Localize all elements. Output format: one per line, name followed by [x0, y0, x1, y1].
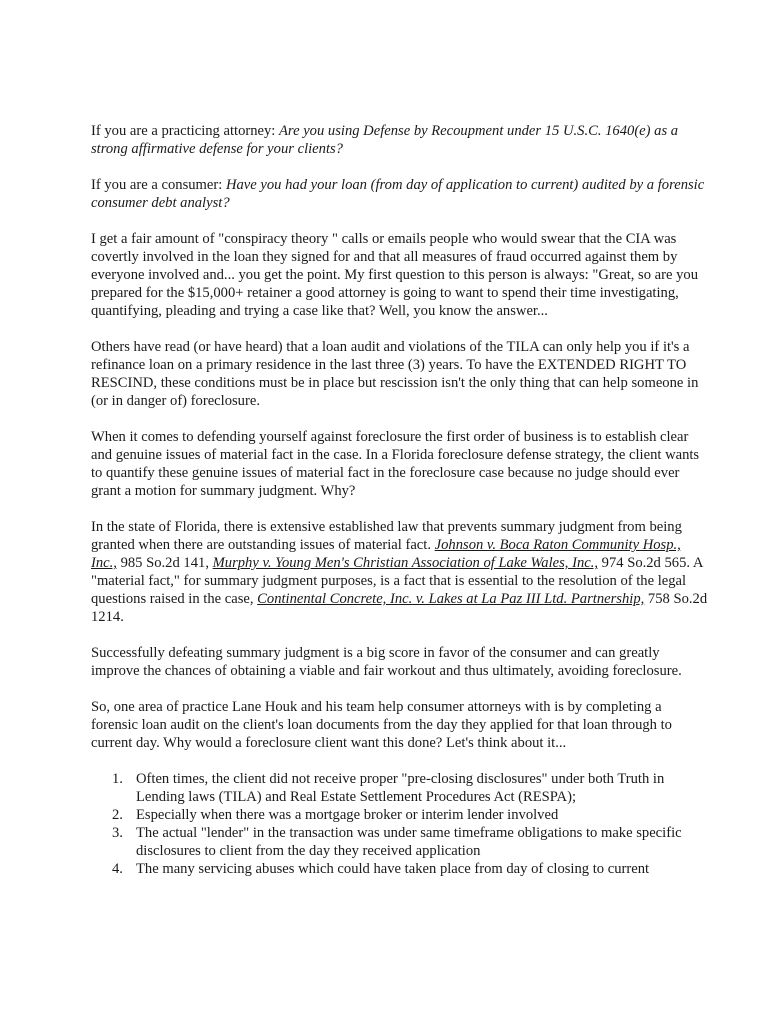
list-item-number: 3.	[112, 825, 123, 841]
list-item-text: Especially when there was a mortgage broker or interim lender involved	[136, 807, 559, 823]
list-item-number: 4.	[112, 861, 123, 877]
paragraph-defending-foreclosure	[91, 428, 708, 500]
paragraph-attorney-question	[91, 122, 708, 158]
list-item	[91, 824, 708, 860]
paragraph-conspiracy-theory	[91, 230, 708, 320]
body-text: In the state of Florida, there is extensive established law that prevents summary judgment from being granted when there are outstanding issues of material fact.	[91, 519, 682, 553]
list-item	[91, 770, 708, 806]
italic-text: Have you had your loan (from day of application to current) audited by a forensic consumer debt analyst?	[91, 177, 705, 211]
body-text: 974 So.2d 565. A "material fact," for summary judgment purposes, is a fact that is essential to the resolution of the legal questions raised in the case,	[91, 555, 703, 607]
body-text: 985 So.2d 141,	[116, 555, 213, 571]
body-text: If you are a consumer:	[91, 177, 226, 193]
document-body	[91, 122, 708, 752]
case-citation-link[interactable]: Continental Concrete, Inc. v. Lakes at La Paz III Ltd. Partnership,	[257, 591, 645, 607]
paragraph-defeating-summary-judgment	[91, 644, 708, 680]
list-item	[91, 806, 708, 824]
list-item-number: 2.	[112, 807, 123, 823]
paragraph-tila-refinance	[91, 338, 708, 410]
list-item-text: Often times, the client did not receive proper "pre-closing disclosures" under both Truth in Lending laws (TILA) and Real Estate Settlement Procedures Act (RESPA);	[136, 771, 665, 805]
list-item-text: The many servicing abuses which could have taken place from day of closing to current	[136, 861, 650, 877]
case-citation-link[interactable]: Murphy v. Young Men's Christian Association of Lake Wales, Inc.,	[212, 555, 599, 571]
body-text: If you are a practicing attorney:	[91, 123, 280, 139]
paragraph-consumer-question	[91, 176, 708, 212]
body-text: When it comes to defending yourself against foreclosure the first order of business is to establish clear and genuine issues of material fact in the case. In a Florida foreclosure defense strategy, the client wants to quantify these genuine issues of material fact in the foreclosure case because no judge should ever grant a motion for summary judgment. Why?	[91, 429, 700, 499]
reasons-list	[91, 770, 708, 878]
body-text: Others have read (or have heard) that a loan audit and violations of the TILA can only help you if it's a refinance loan on a primary residence in the last three (3) years. To have the EXTENDED RIGHT TO RESCIND, these conditions must be in place but rescission isn't the only thing that can help someone in (or in danger of) foreclosure.	[91, 339, 699, 409]
paragraph-forensic-audit	[91, 698, 708, 752]
body-text: So, one area of practice Lane Houk and his team help consumer attorneys with is by completing a forensic loan audit on the client's loan documents from the day they applied for that loan through to current day. Why would a foreclosure client want this done? Let's think about it...	[91, 699, 672, 751]
body-text: 758 So.2d 1214.	[91, 591, 708, 625]
list-item-text: The actual "lender" in the transaction was under same timeframe obligations to make specific disclosures to client from the day they received application	[136, 825, 682, 859]
list-item	[91, 860, 708, 878]
case-citation-link[interactable]: Johnson v. Boca Raton Community Hosp., Inc.,	[91, 537, 681, 571]
body-text: I get a fair amount of "conspiracy theory " calls or emails people who would swear that the CIA was covertly involved in the loan they signed for and that all measures of fraud occurred against them by everyone involved and... you get the point. My first question to this person is always: "Great, so are you prepared for the $15,000+ retainer a good attorney is going to want to spend their time investigating, quantifying, pleading and trying a case like that? Well, you know the answer...	[91, 231, 699, 319]
body-text: Successfully defeating summary judgment is a big score in favor of the consumer and can greatly improve the chances of obtaining a viable and fair workout and thus ultimately, avoiding foreclosure.	[91, 645, 682, 679]
paragraph-florida-law	[91, 518, 708, 626]
italic-text: Are you using Defense by Recoupment under 15 U.S.C. 1640(e) as a strong affirmative defense for your clients?	[91, 123, 679, 157]
list-item-number: 1.	[112, 771, 123, 787]
